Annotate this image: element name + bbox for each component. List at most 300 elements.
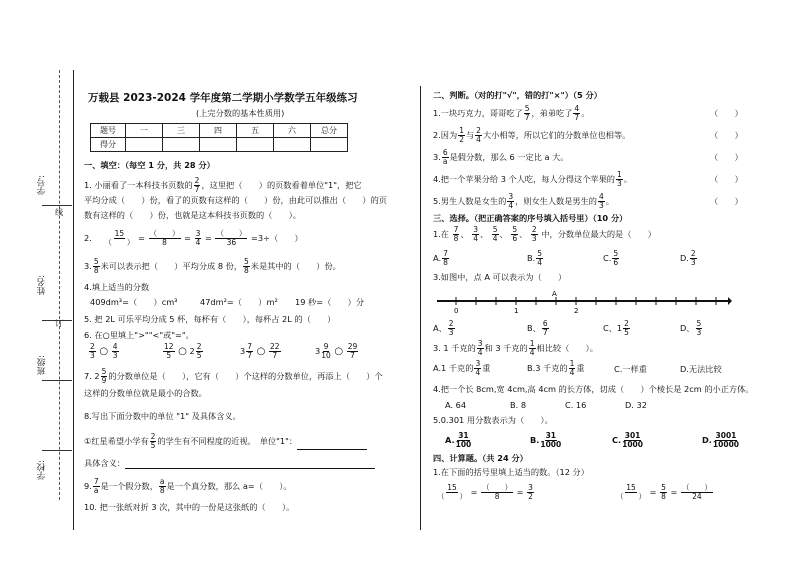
frac: [569, 360, 576, 377]
frac: [437, 484, 467, 501]
name-label: 姓名:: [37, 275, 47, 295]
frac-num: 2: [624, 319, 629, 328]
sidebar-dashed-line: [59, 70, 60, 500]
frac-den: 7: [574, 113, 580, 122]
frac-den: 8: [159, 486, 165, 495]
choice-q5-opt-a[interactable]: [445, 432, 472, 449]
judge-mark-2[interactable]: （ ）: [710, 130, 743, 140]
frac-num: 3001: [715, 431, 737, 440]
frac-num: 15: [114, 229, 125, 238]
page-title: 万载县 2023-2024 学年度第二学期小学数学五年级练习: [88, 92, 358, 104]
frac: [616, 484, 646, 501]
choice-q3-opt-d[interactable]: D.无法比较: [680, 364, 722, 374]
choice-q3: [433, 340, 598, 357]
frac-den: 7: [542, 328, 548, 337]
tick-label-0: 0: [454, 307, 459, 315]
frac: [616, 171, 623, 188]
opt-label: D.: [680, 253, 689, 263]
text: 3.: [433, 152, 441, 162]
score-header: 四: [200, 124, 237, 138]
frac: [696, 320, 703, 337]
student-id-label: 学号:: [37, 175, 47, 195]
frac-den: 4: [529, 348, 535, 357]
frac: [622, 432, 643, 449]
frac-num: 5: [613, 249, 619, 258]
q7-text-b: 的分数单位是（ ），它有（ ）个这样的分数单位，再添上（ ）个: [108, 371, 383, 381]
tick-label-2: 2: [574, 307, 579, 315]
frac-den: 6: [512, 234, 518, 243]
opt-label: D.: [702, 435, 712, 445]
frac: [598, 193, 605, 210]
frac-num: 2: [90, 342, 95, 351]
q2-frac4: [215, 230, 247, 247]
q6-item-1: [88, 343, 120, 360]
frac: [623, 320, 630, 337]
axis-arrow: [728, 297, 732, 305]
score-cell[interactable]: [126, 138, 163, 152]
compare-circle[interactable]: ○: [99, 346, 109, 357]
opt-label: A.: [445, 435, 455, 445]
page-subtitle: (上完分数的基本性质用): [196, 108, 285, 118]
q3-frac-repeat: [243, 258, 250, 275]
q9-frac2: [159, 478, 166, 495]
calc-q1: 1.在下面的括号里填上适当的数。（12 分）: [433, 467, 589, 477]
choice-q1-opt-a[interactable]: [433, 250, 450, 267]
unit-blank[interactable]: [297, 449, 367, 450]
frac: [112, 343, 119, 360]
frac-num: 2: [196, 342, 202, 351]
calc-left: $\frac{15}{( )}$ = $\frac{( )}{8}$ = $\frac{3}{2}$: [437, 483, 533, 501]
text: 。: [581, 108, 590, 118]
q3-num: 3.: [84, 261, 92, 271]
frac-num: 4: [574, 104, 580, 113]
text: 相比较（ ）。: [536, 343, 598, 353]
frac-den: 3: [598, 201, 604, 210]
score-header: 总分: [311, 124, 348, 138]
frac-den: 8: [453, 234, 459, 243]
q8-text-c: 具体含义：: [84, 458, 125, 468]
frac: [89, 343, 96, 360]
judge-item-1: [433, 105, 589, 122]
q3-frac: [93, 258, 100, 275]
frac-num: 5: [524, 104, 530, 113]
frac: [472, 226, 479, 243]
frac: [612, 250, 619, 267]
name-blank: [42, 320, 72, 321]
frac-num: 2: [476, 126, 481, 135]
choice-q3-opt-c[interactable]: C.一样重: [614, 364, 647, 374]
opt-label: C.: [612, 435, 622, 445]
text: ，则女生人数是男生的: [515, 196, 597, 206]
whole-part: 3: [315, 346, 321, 356]
frac-num: 5: [537, 249, 543, 258]
frac: [507, 193, 514, 210]
frac: [453, 226, 460, 243]
q7-line2: 这样的分数单位就是最小的合数。: [84, 388, 207, 398]
choice-q5-opt-b[interactable]: [530, 432, 562, 449]
text: 1.在: [433, 229, 449, 239]
choice-q3-opt-a[interactable]: [433, 360, 490, 377]
text: 大小相等，所以它们的分数单位也相等。: [482, 130, 631, 140]
text: B.3 千克的: [527, 363, 568, 373]
judge-item-3: [433, 149, 568, 166]
frac-den: 8: [162, 238, 167, 247]
frac-den: 3: [616, 179, 622, 188]
frac-num: 5: [101, 367, 107, 376]
frac: [542, 320, 549, 337]
frac-den: 100: [455, 440, 472, 449]
calc-right: $\frac{15}{( )}$ = $\frac{5}{8}$ = $\frac{( )}{24}$: [616, 483, 712, 501]
frac-den: a: [93, 486, 99, 495]
frac-den: a: [442, 157, 448, 166]
frac-num: 3: [195, 229, 201, 238]
frac-num: 7: [93, 477, 99, 486]
score-header: 一: [126, 124, 163, 138]
frac: [690, 250, 697, 267]
frac-den: 4: [473, 234, 478, 243]
frac-den: （ ）: [104, 238, 135, 247]
q6-heading: 6. 在○里填上">""<"或"="。: [84, 330, 194, 340]
frac-num: （ ）: [216, 229, 247, 238]
q8-line1: [84, 433, 367, 450]
q2-frac3: [195, 230, 202, 247]
q7-line1: [84, 368, 383, 385]
q4-c: 19 秒=（ ）分: [295, 297, 365, 307]
section4-heading: 四、计算题。（共 24 分）: [433, 453, 528, 463]
text: 5.男生人数是女生的: [433, 196, 507, 206]
text: 。: [623, 174, 632, 184]
judge-mark-5[interactable]: （ ）: [710, 196, 743, 206]
frac-num: 1: [459, 126, 464, 135]
frac-den: 4: [537, 258, 543, 267]
tick-label-1: 1: [514, 307, 519, 315]
cut-char: 订: [55, 318, 64, 328]
text: 。: [605, 196, 614, 206]
frac-den: 8: [244, 266, 249, 275]
score-cell[interactable]: [200, 138, 237, 152]
choice-q5: 5.0.301 用分数表示为（ ）。: [433, 415, 553, 425]
frac: [196, 343, 203, 360]
frac: [481, 484, 513, 501]
frac: [475, 127, 482, 144]
q2-frac1: [104, 230, 134, 247]
frac-num: 7: [247, 342, 252, 351]
q2-frac2: [149, 230, 181, 247]
frac: [492, 226, 499, 243]
frac-num: 5: [93, 257, 99, 266]
frac: [681, 484, 713, 501]
choice-q4-opt-c[interactable]: C. 16: [565, 400, 587, 410]
frac: [321, 343, 331, 360]
frac-num: 2: [690, 249, 696, 258]
frac-den: 4: [492, 234, 498, 243]
frac: [713, 432, 739, 449]
frac-num: 5: [492, 225, 498, 234]
frac-num: 2: [194, 176, 200, 185]
q9-frac1: [93, 478, 100, 495]
frac: [529, 340, 536, 357]
frac-num: 3: [508, 192, 514, 201]
judge-mark-4[interactable]: （ ）: [710, 174, 743, 184]
q8-text-a: ①红星希望小学有: [84, 436, 149, 446]
judge-item-4: [433, 171, 632, 188]
choice-q4-opt-a[interactable]: A. 64: [445, 400, 467, 410]
frac-num: a: [159, 477, 165, 486]
column-divider: [420, 86, 421, 530]
frac-num: 2: [531, 225, 537, 234]
frac: [458, 127, 465, 144]
q6-item-4: [315, 343, 359, 360]
score-cell[interactable]: [274, 138, 311, 152]
q9-text-c: 是一个真分数，那么 a=（ ）。: [166, 481, 292, 491]
opt-label: C.: [603, 253, 612, 263]
frac: [442, 250, 449, 267]
frac: [660, 484, 667, 501]
choice-q4-opt-d[interactable]: D. 32: [625, 400, 647, 410]
frac-den: 5: [166, 351, 172, 360]
frac: [269, 343, 281, 360]
score-header: 六: [274, 124, 311, 138]
frac-num: 4: [598, 192, 604, 201]
frac-num: 15: [447, 483, 457, 492]
choice-q4-opt-b[interactable]: B. 8: [510, 400, 527, 410]
q5-line: 5. 把 2L 可乐平均分成 5 杯，每杯有（ ），每杯占 2L 的（ ）: [84, 314, 336, 324]
frac-den: 5: [196, 351, 202, 360]
frac-den: 4: [569, 368, 575, 377]
opt-label: C、1: [603, 323, 623, 333]
judge-item-2: [433, 127, 630, 144]
q7-frac: [101, 368, 108, 385]
frac-den: 3: [448, 328, 454, 337]
frac-num: 9: [323, 342, 329, 351]
frac-den: 7: [350, 351, 355, 360]
frac-num: （ ）: [681, 483, 712, 492]
frac: [246, 343, 253, 360]
frac-num: 3: [528, 483, 533, 492]
choice-q5-opt-c[interactable]: [612, 432, 644, 449]
id-blank: [42, 205, 72, 206]
text: 是假分数，那么 6 一定比 a 大。: [449, 152, 569, 162]
frac-num: 1: [529, 339, 535, 348]
frac: [536, 250, 543, 267]
school-blank: [42, 450, 72, 451]
frac-den: 10: [321, 351, 331, 360]
choice-q2-opt-b[interactable]: [527, 320, 550, 337]
frac-den: 1000: [622, 440, 643, 449]
frac-den: 5: [150, 441, 156, 450]
frac-num: 3: [477, 339, 483, 348]
frac: [474, 360, 481, 377]
text: 重: [482, 363, 491, 373]
frac-den: 3: [90, 351, 95, 360]
frac-num: 1: [569, 359, 575, 368]
frac: [524, 105, 531, 122]
frac-den: 8: [661, 492, 666, 501]
frac-den: 24: [692, 492, 702, 501]
q7-text-a: 7. 2: [84, 371, 100, 381]
frac-num: 2: [448, 319, 454, 328]
frac-num: 29: [347, 342, 358, 351]
frac-den: 5: [624, 328, 629, 337]
score-cell[interactable]: [311, 138, 348, 152]
frac-den: 7: [272, 351, 278, 360]
text: 中，分数单位最大的是（ ）: [541, 229, 656, 239]
choice-q2-opt-a[interactable]: [433, 320, 456, 337]
class-blank: [42, 380, 72, 381]
frac-den: 7: [194, 185, 200, 194]
text: 3. 1 千克的: [433, 343, 476, 353]
q9-text-b: 是一个假分数，: [100, 481, 158, 491]
choice-q2-opt-c[interactable]: [603, 320, 631, 337]
whole-part: 2: [189, 346, 195, 356]
frac: [527, 484, 534, 501]
frac-num: 7: [453, 225, 459, 234]
opt-label: B.: [530, 435, 540, 445]
q1-text-a: 1. 小丽看了一本科技书页数的: [84, 180, 193, 190]
q1-line2: 平均分成（ ）份，看了的页数有这样的（ ）份，由此可以推出（ ）的页: [84, 195, 387, 205]
text: 4.把一个苹果分给 3 个人吃，每人分得这个苹果的: [433, 174, 615, 184]
choice-q1-opt-d[interactable]: [680, 250, 698, 267]
frac-den: 8: [93, 266, 99, 275]
q4-b: 47dm²=（ ）m²: [200, 297, 278, 307]
q8-frac: [150, 433, 157, 450]
q9-line: [84, 478, 292, 495]
frac-num: 7: [443, 249, 448, 258]
frac-den: 8: [443, 258, 448, 267]
score-row-label: 得分: [91, 138, 126, 152]
frac-den: 7: [524, 113, 530, 122]
frac-den: 4: [476, 135, 481, 144]
compare-circle[interactable]: ○: [334, 346, 344, 357]
frac-den: 1000: [540, 440, 562, 449]
frac: [540, 432, 561, 449]
q6-item-2: [162, 343, 204, 360]
line-char: 线: [55, 207, 64, 217]
frac-den: 36: [226, 238, 237, 247]
q6-item-3: [240, 343, 282, 360]
choice-q3-opt-b[interactable]: [527, 360, 585, 377]
frac-num: 5: [512, 225, 518, 234]
q2-line: 2. $\frac{15}{( )}$ = $\frac{( )}{8}$ = $\frac{3}{4}$ = $\frac{( )}{36}$ =3÷（ ）: [84, 229, 303, 247]
frac: [347, 343, 359, 360]
frac-den: 2: [459, 135, 464, 144]
opt-label: A.: [433, 253, 442, 263]
frac-den: 3: [690, 258, 696, 267]
judge-mark-1[interactable]: （ ）: [710, 108, 743, 118]
meaning-blank[interactable]: [125, 468, 375, 469]
q3-line: [84, 258, 341, 275]
frac-den: （ ）: [616, 492, 646, 501]
frac-num: 6: [542, 319, 548, 328]
judge-item-5: [433, 193, 614, 210]
q1-line3: 数有这样的（ ）份，也就是这本科技书页数的（ ）。: [84, 210, 301, 220]
q10-line: 10. 把一张纸对折 3 次，其中的一份是这张纸的（ ）。: [84, 502, 295, 512]
q9-num: 9.: [84, 481, 92, 491]
score-table: [90, 123, 348, 152]
opt-label: B.: [527, 253, 536, 263]
frac: [531, 226, 538, 243]
frac: [442, 149, 449, 166]
section1-heading: 一、填空：（每空 1 分，共 28 分）: [84, 160, 215, 170]
choice-q1-opt-c[interactable]: [603, 250, 620, 267]
choice-q2: 3.如图中，点 A 可以表示为（ ）: [433, 272, 567, 282]
whole-part: 3: [240, 346, 246, 356]
frac-num: （ ）: [482, 483, 513, 492]
compare-circle[interactable]: ○: [256, 346, 266, 357]
frac: [573, 105, 580, 122]
text: 和 3 千克的: [484, 343, 528, 353]
school-label: 学校:: [37, 460, 47, 480]
frac-den: 3: [696, 328, 702, 337]
q1-line1: [84, 177, 362, 194]
frac-den: 6: [613, 258, 619, 267]
compare-circle[interactable]: ○: [178, 346, 187, 357]
frac-den: （ ）: [437, 492, 467, 501]
text: 2.因为: [433, 130, 458, 140]
number-line: [432, 291, 732, 315]
frac-den: 2: [528, 492, 533, 501]
judge-mark-3[interactable]: （ ）: [710, 152, 743, 162]
text: 重: [576, 363, 585, 373]
score-header: 题号: [91, 124, 126, 138]
score-cell[interactable]: [237, 138, 274, 152]
text: 1.一块巧克力，哥哥吃了: [433, 108, 523, 118]
frac: [456, 432, 472, 449]
frac-num: （ ）: [149, 229, 180, 238]
frac-num: 301: [624, 431, 641, 440]
section3-heading: 三、选择。（把正确答案的序号填入括号里）（10 分）: [433, 213, 628, 223]
frac-num: 5: [696, 319, 702, 328]
q3-text-c: 米是其中的（ ）份。: [250, 261, 341, 271]
q4-a: 409dm³=（ ）cm³: [90, 297, 178, 307]
score-header: 五: [237, 124, 274, 138]
q8-text-b: 的学生有不同程度的近视。 单位"1"：: [157, 436, 298, 446]
q2-tail: =3÷（ ）: [251, 233, 303, 243]
q2-num: 2.: [84, 233, 92, 243]
choice-q1: 1.在 $\frac{7}{8}$ 、 $\frac{3}{4}$ 、 $\frac{5}{4}$ 、 $\frac{5}{6}$ 、 $\frac{2}{3}$ 中，分数单位最大的是（ ）: [433, 225, 656, 243]
opt-label: D、: [680, 323, 695, 333]
frac-num: 1: [616, 170, 622, 179]
frac-den: 4: [195, 238, 201, 247]
choice-q5-opt-d[interactable]: [702, 432, 740, 449]
frac: [163, 343, 175, 360]
binding-line: [73, 70, 74, 530]
choice-q4: 4.把一个长 8cm,宽 4cm,高 4cm 的长方体，切成（ ）个棱长是 2cm 的小正方体。: [433, 384, 754, 394]
text: A.1 千克的: [433, 363, 474, 373]
frac-den: 4: [477, 348, 483, 357]
frac-num: 15: [626, 483, 636, 492]
q8-heading: 8.写出下面分数中的单位 "1" 及具体含义。: [84, 411, 241, 421]
frac-den: 4: [508, 201, 514, 210]
choice-q1-opt-b[interactable]: [527, 250, 544, 267]
frac-den: 3: [531, 234, 537, 243]
q3-text-b: 米可以表示把（ ）平均分成 8 份，: [100, 261, 243, 271]
frac-num: 12: [164, 342, 174, 351]
text: 与: [465, 130, 475, 140]
frac-num: 31: [545, 431, 557, 440]
frac-den: 10000: [712, 440, 740, 449]
class-label: 班级:: [37, 355, 47, 375]
text: ，弟弟吃了: [531, 108, 573, 118]
frac-den: 7: [247, 351, 252, 360]
frac-num: 22: [269, 342, 280, 351]
score-cell[interactable]: [163, 138, 200, 152]
q4-heading: 4.填上适当的分数: [84, 282, 150, 292]
point-a-label: A: [552, 291, 557, 298]
choice-q2-opt-d[interactable]: [680, 320, 703, 337]
frac: [511, 226, 518, 243]
frac-den: 9: [101, 376, 107, 385]
